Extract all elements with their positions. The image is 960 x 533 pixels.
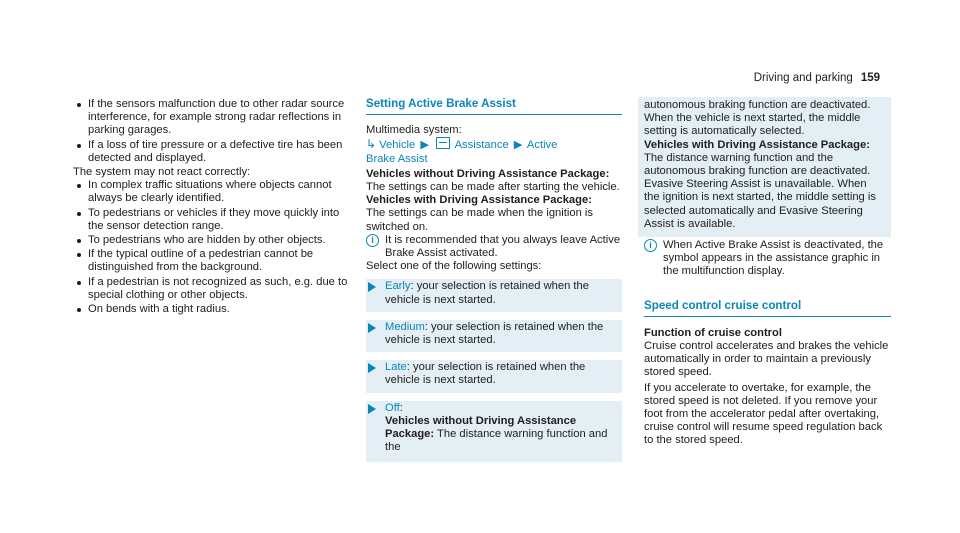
- section-title-active-brake-assist: Setting Active Brake Assist: [366, 97, 622, 115]
- bullet-icon: [77, 212, 81, 216]
- path-active: Active: [526, 139, 558, 152]
- subheading-with-package: Vehicles with Driving Assistance Package:: [366, 194, 592, 207]
- path-brake-assist: Brake Assist: [366, 152, 428, 165]
- list-item: To pedestrians who are hidden by other objects.: [73, 234, 348, 247]
- system-label: Multimedia system:: [366, 124, 462, 137]
- column-left: [73, 98, 348, 317]
- off-text: The distance warning function and the: [385, 428, 608, 454]
- list-item: If the sensors malfunction due to other radar source interference, for example strong radar reflections in parking garages.: [73, 98, 348, 138]
- option-label: Medium: [385, 320, 425, 333]
- page-number: 159: [860, 72, 880, 84]
- option-label: Early: [385, 280, 411, 293]
- bullet-list-top: [73, 98, 348, 165]
- path-vehicle: Vehicle: [379, 139, 416, 152]
- bullet-icon: [77, 144, 81, 148]
- select-instruction: Select one of the following settings:: [366, 260, 542, 273]
- subheading-without-package: Vehicles without Driving Assistance Package:: [366, 167, 610, 180]
- text-without-package: The settings can be made after starting the vehicle.: [366, 181, 620, 194]
- info-note: i When Active Brake Assist is deactivated, the symbol appears in the assistance graphic in the multifunction display.: [644, 239, 891, 279]
- info-icon: i: [366, 234, 379, 247]
- path-arrow-icon: ↳: [366, 137, 377, 152]
- list-item: To pedestrians or vehicles if they move quickly into the sensor detection range.: [73, 207, 348, 233]
- column-right: [644, 97, 891, 448]
- bullet-icon: [77, 281, 81, 285]
- section-name: Driving and parking: [753, 72, 853, 84]
- option-medium: Medium: your selection is retained when the vehicle is next started.: [366, 320, 622, 352]
- car-icon: [436, 137, 450, 149]
- intro-text: The system may not react correctly:: [73, 166, 251, 179]
- list-item: If a pedestrian is not recognized as such, e.g. due to special clothing or other objects.: [73, 276, 348, 302]
- option-off: Off: Vehicles without Driving Assistance Package: The distance warning function and the: [366, 401, 622, 463]
- option-early: Early: your selection is retained when the vehicle is next started.: [366, 279, 622, 311]
- option-label: Off: [385, 401, 400, 414]
- list-item: In complex traffic situations where objects cannot always be clearly identified.: [73, 179, 348, 205]
- bullet-icon: [77, 308, 81, 312]
- path-assistance: Assistance: [454, 139, 509, 152]
- option-late: Late: your selection is retained when the vehicle is next started.: [366, 360, 622, 392]
- option-label: Late: [385, 361, 407, 374]
- section-title-cruise-control: Speed control cruise control: [644, 299, 891, 317]
- off-text-with-package: The distance warning function and the autonomous braking function are deactivated. Evasive Steering Assist is unavailable. When the ignition is next started, the middle setting is selected automatically and Evasive Steering Assist is available.: [644, 151, 876, 230]
- list-item: On bends with a tight radius.: [73, 303, 348, 316]
- cruise-paragraph-2: If you accelerate to overtake, for example, the stored speed is not deleted. If you remove your foot from the accelerator pedal after overtaking, cruise control will resume speed regulation back to the stored speed.: [644, 381, 883, 447]
- info-note: i It is recommended that you always leave Active Brake Assist activated.: [366, 234, 622, 260]
- step-arrow-icon: [368, 404, 376, 414]
- bullet-icon: [77, 103, 81, 107]
- bullet-icon: [77, 253, 81, 257]
- list-item: If the typical outline of a pedestrian cannot be distinguished from the background.: [73, 248, 348, 274]
- bullet-icon: [77, 239, 81, 243]
- step-arrow-icon: [368, 363, 376, 373]
- step-arrow-icon: [368, 282, 376, 292]
- step-arrow-icon: [368, 323, 376, 333]
- bullet-list-bottom: [73, 179, 348, 316]
- chevron-right-icon: ▶: [513, 139, 523, 152]
- cruise-paragraph-1: Cruise control accelerates and brakes the vehicle automatically in order to maintain a previously stored speed.: [644, 340, 889, 379]
- off-continuation-text: autonomous braking function are deactivated. When the vehicle is next started, the middle setting is automatically selected.: [644, 99, 871, 138]
- settings-options: [366, 279, 622, 462]
- subheading-function: Function of cruise control: [644, 326, 782, 339]
- off-subheading: Vehicles without Driving Assistance Package:: [385, 414, 577, 441]
- bullet-icon: [77, 184, 81, 188]
- menu-path: [366, 137, 622, 165]
- list-item: If a loss of tire pressure or a defective tire has been detected and displayed.: [73, 139, 348, 165]
- info-icon: i: [644, 239, 657, 252]
- chevron-right-icon: ▶: [420, 139, 429, 152]
- page-header: [754, 72, 880, 84]
- column-middle: [366, 97, 622, 462]
- off-subheading-with-package: Vehicles with Driving Assistance Package:: [644, 138, 870, 151]
- text-with-package: The settings can be made when the ignition is switched on.: [366, 207, 593, 233]
- off-continuation-box: [638, 97, 891, 237]
